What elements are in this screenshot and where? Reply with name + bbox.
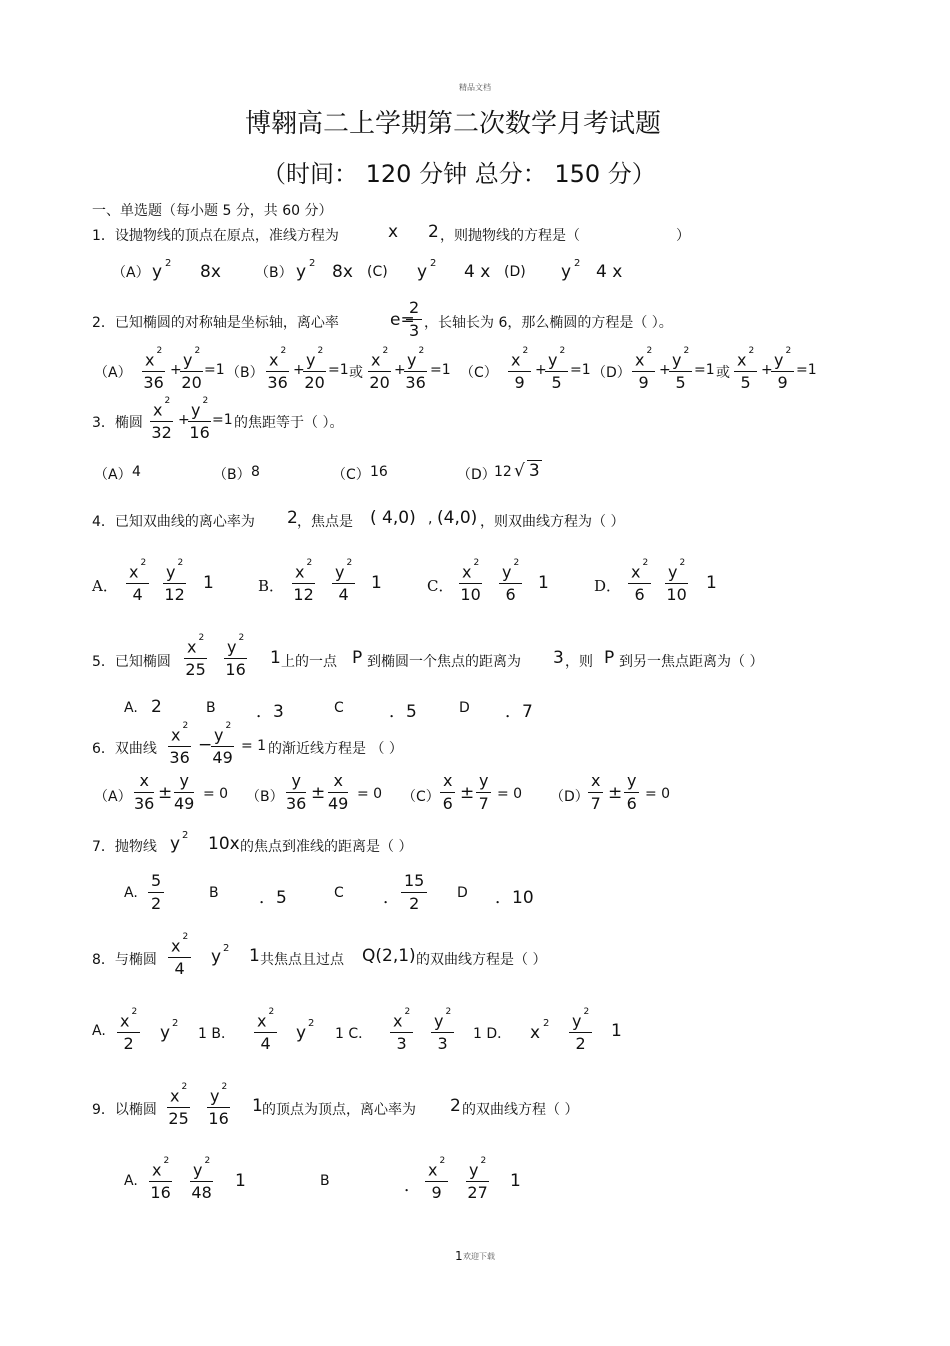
q8-stem-a: 8．与椭圆: [92, 952, 157, 968]
q5-stem-a: 5．已知椭圆: [92, 654, 171, 670]
q2-b-eq: =1: [328, 362, 349, 378]
q3-option-c-label: （C）: [332, 467, 370, 483]
q5-point-p2: P: [604, 648, 615, 668]
q3-frac2: y $^2$ 16: [189, 396, 210, 443]
q5-stem-3: 3: [553, 648, 564, 668]
q7-option-a-label: A.: [124, 885, 138, 901]
q6-d-pm: ±: [608, 783, 623, 803]
page-subtitle: （时间： 120 分钟 总分： 150 分）: [262, 160, 656, 188]
q7-option-d-label: D: [457, 885, 468, 901]
q3-option-d-root: 3: [528, 461, 540, 481]
q9-a-frac2: y $^2$ 48: [191, 1156, 212, 1203]
q2-d-eq: =1: [694, 362, 715, 378]
q7-sq: 2: [182, 830, 189, 841]
q1-option-a-label: （A）: [112, 265, 150, 281]
q6-a-frac1: x 36: [134, 771, 155, 813]
q7-stem-b: 的焦点到准线的距离是（ ）: [240, 839, 413, 855]
q4-stem-b: ，焦点是: [297, 514, 353, 530]
q4-d-frac1: x $^2$ 6: [628, 560, 651, 604]
q8-point-q: Q(2,1): [362, 946, 416, 966]
q1-stem-2: 2: [428, 222, 439, 242]
q8-y: y: [211, 947, 222, 967]
q6-b-eq: = 0: [357, 786, 383, 802]
q8-stem-1: 1: [249, 946, 260, 966]
q3-option-a-label: （A）: [94, 467, 132, 483]
q4-b-frac2: y $^2$ 4: [332, 560, 355, 604]
q3-stem-b: 的焦距等于（ ）。: [234, 415, 344, 431]
q2-b-frac1: x $^2$ 36: [267, 346, 288, 393]
q2-d-or: 或: [716, 365, 730, 381]
q1-option-b-sq: 2: [309, 258, 316, 269]
q6-b-frac1: y 36: [286, 771, 307, 813]
q3-option-b-value: 8: [251, 464, 260, 480]
q1-option-a-sq: 2: [165, 258, 172, 269]
q8-d-frac: y $^2$ 2: [569, 1009, 592, 1053]
q4-option-a-label: A．: [92, 577, 118, 595]
q2-a-plus: +: [170, 362, 182, 378]
q2-d-frac2: y $^2$ 5: [669, 348, 692, 392]
q8-option-d-label: 1 D．: [473, 1026, 512, 1042]
q9-b-one: 1: [510, 1171, 521, 1191]
q2-b-eq2: =1: [430, 362, 451, 378]
q2-option-d-label: （D）: [592, 365, 631, 381]
q4-stem-e: 2: [287, 508, 298, 528]
q7-10x: 10x: [208, 834, 240, 854]
q7-option-c-label: C: [334, 885, 344, 901]
q4-d-frac2: y $^2$ 10: [666, 558, 687, 605]
q6-frac1: x $^2$ 36: [169, 721, 190, 768]
q4-a-one: 1: [203, 573, 214, 593]
footer-text: 欢迎下载: [463, 1252, 495, 1261]
q1-stem-b: ，则抛物线的方程是（: [440, 228, 580, 244]
q7-option-c-dot: ．: [383, 888, 400, 908]
q9-frac2: y $^2$ 16: [208, 1082, 229, 1129]
q8-d-sq: 2: [543, 1018, 550, 1029]
q9-stem-2: 2: [450, 1096, 461, 1116]
q2-b-frac3: x $^2$ 20: [369, 346, 390, 393]
q8-option-c-label: 1 C．: [335, 1026, 373, 1042]
q1-option-c-value: 4 x: [464, 262, 491, 282]
q3-option-b-label: （B）: [213, 467, 251, 483]
q1-stem-a: 1．设抛物线的顶点在原点，准线方程为: [92, 228, 339, 244]
q9-option-a-label: A.: [124, 1173, 138, 1189]
q7-option-b-label: B: [209, 885, 219, 901]
q2-c-frac2: y $^2$ 5: [545, 348, 568, 392]
q2-option-a-label: （A）: [94, 365, 132, 381]
q5-option-b-label: B: [206, 700, 216, 716]
q8-d-one: 1: [611, 1021, 622, 1041]
q8-c-frac1: x $^2$ 3: [390, 1009, 413, 1053]
q9-option-b-dot: ．: [404, 1176, 421, 1196]
q8-frac1: x $^2$ 4: [168, 934, 191, 978]
q6-minus: −: [198, 735, 213, 755]
q3-stem-a: 3．椭圆: [92, 415, 143, 431]
q6-stem-b: 的渐近线方程是 （ ）: [268, 741, 403, 757]
q2-d-eq2: =1: [796, 362, 817, 378]
q2-e-fraction: [406, 299, 422, 340]
q1-option-a-value: 8x: [200, 262, 221, 282]
q4-b-frac1: x $^2$ 12: [293, 558, 314, 605]
q5-frac1: x $^2$ 25: [185, 633, 206, 680]
q5-stem-d: ，则: [565, 654, 593, 670]
q2-b-frac4: y $^2$ 36: [405, 346, 426, 393]
q1-option-d-y: y: [561, 262, 572, 282]
q7-c-fraction: 15 2: [401, 872, 427, 913]
q6-option-a-label: （A）: [94, 789, 132, 805]
q2-stem-b: ，长轴长为 6，那么椭圆的方程是（ ）。: [424, 315, 673, 331]
q6-frac2: y $^2$ 49: [212, 721, 233, 768]
q8-option-a-label: A.: [92, 1023, 106, 1039]
q3-option-d-label: （D）: [457, 467, 496, 483]
footer-page-number: 1: [455, 1249, 463, 1263]
q4-stem-a: 4．已知双曲线的离心率为: [92, 514, 255, 530]
q5-option-a-label: A.: [124, 700, 138, 716]
q5-frac2: y $^2$ 16: [225, 633, 246, 680]
q4-comma: ,: [428, 511, 433, 527]
q2-option-b-label: （B）: [226, 365, 264, 381]
q2-c-frac1: x $^2$ 9: [508, 348, 531, 392]
q8-b-sq: 2: [308, 1018, 315, 1029]
q6-c-frac2: y 7: [476, 772, 491, 813]
q1-option-d-label: (D): [504, 264, 526, 280]
q2-a-frac1: x $^2$ 36: [143, 346, 164, 393]
q6-option-c-label: （C）: [402, 789, 440, 805]
q2-stem-a: 2．已知椭圆的对称轴是坐标轴，离心率: [92, 315, 339, 331]
q7-stem-a: 7．抛物线: [92, 839, 157, 855]
q8-b-frac: x $^2$ 4: [254, 1009, 277, 1053]
q9-frac1: x $^2$ 25: [168, 1082, 189, 1129]
q1-option-d-value: 4 x: [596, 262, 623, 282]
q7-option-b-value: ．5: [259, 888, 287, 908]
q7-y: y: [170, 834, 181, 854]
q6-d-frac1: x 7: [588, 772, 603, 813]
q4-stem-c: ，则双曲线方程为（ ）: [480, 514, 625, 530]
q2-a-eq: =1: [204, 362, 225, 378]
q2-d-plus2: +: [761, 362, 773, 378]
q5-stem-e: 到另一焦点距离为（ ）: [619, 654, 764, 670]
q2-d-frac3: x $^2$ 5: [734, 348, 757, 392]
q9-stem-1: 1: [252, 1096, 263, 1116]
q6-a-eq: = 0: [203, 786, 229, 802]
q3-eq: =1: [212, 412, 233, 428]
q5-point-p: P: [352, 648, 363, 668]
q4-a-frac1: x $^2$ 4: [126, 560, 149, 604]
q4-option-b-label: B．: [258, 577, 285, 595]
q3-plus: +: [178, 412, 190, 428]
q2-b-frac2: y $^2$ 20: [304, 346, 325, 393]
q4-c-frac1: x $^2$ 10: [460, 558, 481, 605]
q8-a-sq: 2: [172, 1018, 179, 1029]
q4-b-one: 1: [371, 573, 382, 593]
q3-option-a-value: 4: [132, 464, 141, 480]
q6-b-pm: ±: [311, 783, 326, 803]
q8-b-y: y: [296, 1023, 307, 1043]
q2-b-or: 或: [349, 365, 363, 381]
q6-c-eq: = 0: [497, 786, 523, 802]
q4-d-one: 1: [706, 573, 717, 593]
q6-stem-a: 6．双曲线: [92, 741, 157, 757]
q2-c-eq: =1: [570, 362, 591, 378]
q1-option-d-sq: 2: [574, 258, 581, 269]
section-heading: 一、单选题（每小题 5 分，共 60 分）: [92, 203, 333, 219]
q1-option-c-y: y: [417, 262, 428, 282]
q4-option-c-label: C．: [427, 577, 454, 595]
q5-option-d-label: D: [459, 700, 470, 716]
q9-stem-b: 的顶点为顶点，离心率为: [262, 1102, 416, 1118]
q3-option-c-value: 16: [370, 464, 388, 480]
q2-b-plus2: +: [394, 362, 406, 378]
q8-c-frac2: y $^2$ 3: [431, 1009, 454, 1053]
q8-stem-c: 的双曲线方程是（ ）: [416, 952, 547, 968]
q8-sq: 2: [223, 943, 230, 954]
q5-option-c-value: ．5: [389, 702, 417, 722]
q2-e-denominator: 3: [409, 321, 420, 340]
q6-d-eq: = 0: [645, 786, 671, 802]
q8-option-b-label: 1 B．: [198, 1026, 235, 1042]
q4-c-one: 1: [538, 573, 549, 593]
q9-stem-c: 的双曲线方程（ ）: [462, 1102, 579, 1118]
q6-c-pm: ±: [460, 783, 475, 803]
q6-d-frac2: y 6: [624, 772, 639, 813]
q6-option-b-label: （B）: [246, 789, 284, 805]
q5-option-d-value: ．7: [505, 702, 533, 722]
header-watermark: 精品文档: [459, 83, 491, 92]
q6-option-d-label: （D）: [550, 789, 589, 805]
q2-a-frac2: y $^2$ 20: [181, 346, 202, 393]
q1-option-a-y: y: [152, 262, 163, 282]
q2-option-c-label: （C）: [460, 365, 498, 381]
q7-option-d-value: ．10: [495, 888, 534, 908]
q5-option-a-value: 2: [151, 697, 162, 717]
q2-d-frac4: y $^2$ 9: [771, 348, 794, 392]
q2-b-plus: +: [293, 362, 305, 378]
q9-a-frac1: x $^2$ 16: [150, 1156, 171, 1203]
q9-a-one: 1: [235, 1171, 246, 1191]
q8-d-x: x: [530, 1023, 541, 1043]
q1-option-c-sq: 2: [430, 258, 437, 269]
q2-e-numerator: 2: [406, 299, 422, 320]
q6-c-frac1: x 6: [440, 772, 455, 813]
q4-c-frac2: y $^2$ 6: [499, 560, 522, 604]
q7-a-fraction: 5 2: [148, 872, 164, 913]
q5-stem-1: 1: [270, 648, 281, 668]
q4-a-frac2: y $^2$ 12: [164, 558, 185, 605]
q5-option-b-value: ．3: [256, 702, 284, 722]
q4-foci-1: ( 4,0): [370, 508, 416, 528]
q6-a-pm: ±: [158, 783, 173, 803]
q6-eq: = 1: [241, 738, 267, 754]
q5-stem-b: 上的一点: [281, 654, 337, 670]
q8-stem-b: 共焦点且过点: [260, 952, 344, 968]
page-title: 博翱高二上学期第二次数学月考试题: [245, 109, 662, 139]
q1-option-b-y: y: [296, 262, 307, 282]
q6-a-frac2: y 49: [174, 771, 195, 813]
q1-stem-x: x: [388, 222, 399, 242]
q3-option-d-value: 12: [494, 464, 512, 480]
q8-a-frac: x $^2$ 2: [117, 1009, 140, 1053]
q9-b-frac2: y $^2$ 27: [467, 1156, 488, 1203]
q2-c-plus: +: [535, 362, 547, 378]
q2-d-plus: +: [659, 362, 671, 378]
q5-option-c-label: C: [334, 700, 344, 716]
q1-option-b-label: （B）: [255, 265, 293, 281]
q1-stem-close: ）: [676, 228, 690, 244]
q4-foci-2: (4,0): [437, 508, 478, 528]
q6-b-frac2: x 49: [328, 771, 349, 813]
q9-option-b-label: B: [320, 1173, 330, 1189]
q4-option-d-label: D．: [594, 577, 622, 595]
q3-option-d-radical: √ 3: [514, 461, 540, 481]
q3-frac1: x $^2$ 32: [151, 396, 172, 443]
q2-d-frac1: x $^2$ 9: [632, 348, 655, 392]
q1-option-c-label: (C): [367, 264, 388, 280]
q5-stem-c: 到椭圆一个焦点的距离为: [367, 654, 521, 670]
q9-b-frac1: x $^2$ 9: [425, 1158, 448, 1202]
q1-option-b-value: 8x: [332, 262, 353, 282]
q9-stem-a: 9．以椭圆: [92, 1102, 157, 1118]
q8-a-y: y: [160, 1023, 171, 1043]
q2-e-label: e=: [390, 310, 415, 330]
